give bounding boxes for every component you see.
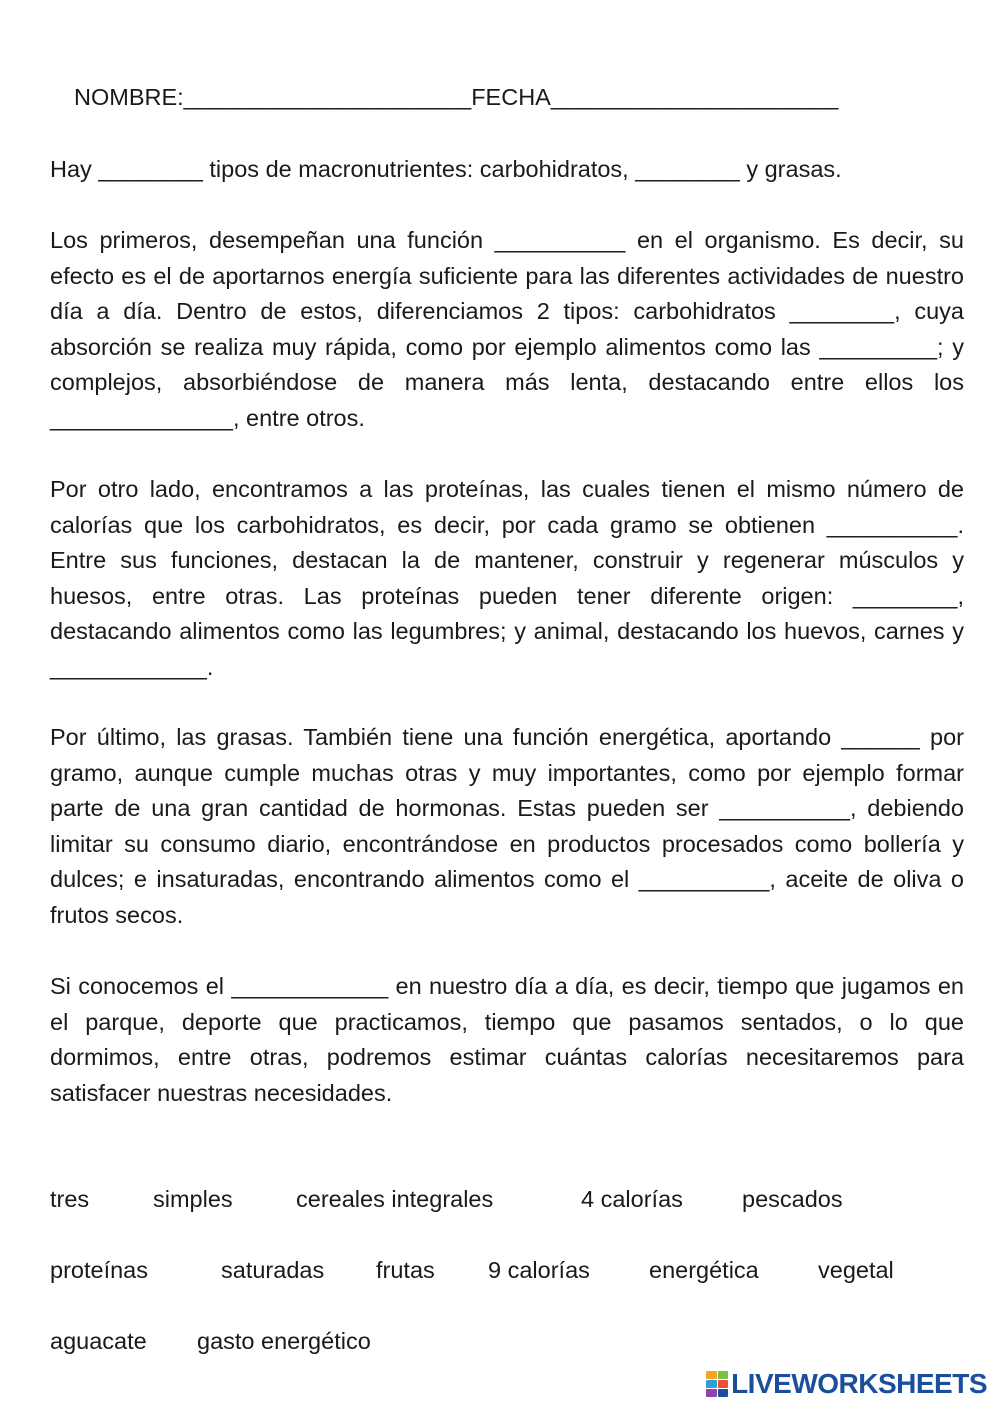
word-bank-item: saturadas	[221, 1257, 325, 1283]
paragraph-energy-expenditure: Si conocemos el ____________ en nuestro día a día, es decir, tiempo que jugamos en el parque, deporte que practicamos, tiempo que pasamos sentados, o lo que dormimos, entre otras, podremos estimar cuántas calorías necesitaremos para satisfacer nuestras necesidades.	[50, 973, 964, 1106]
word-bank-item: gasto energético	[197, 1328, 371, 1354]
word-bank-item: frutas	[376, 1257, 435, 1283]
paragraph-proteins: Por otro lado, encontramos a las proteínas, las cuales tienen el mismo número de calorías que los carbohidratos, es decir, por cada gramo se obtienen __________. Entre sus funciones, destacan la de mantener, construir y regenerar músculos y huesos, entre otras. Las proteínas pueden tener diferente origen: ________, destacando alimentos como las legumbres; y animal, destacando los huevos, carnes y ____________.	[50, 476, 964, 680]
word-bank-item: vegetal	[818, 1257, 894, 1283]
name-date-header: NOMBRE:______________________FECHA______________________	[74, 84, 839, 110]
word-bank-item: cereales integrales	[296, 1186, 494, 1212]
word-bank-item: 4 calorías	[581, 1186, 683, 1212]
liveworksheets-logo-icon	[706, 1371, 728, 1397]
liveworksheets-logo-text: LIVEWORKSHEETS	[731, 1368, 987, 1399]
word-bank-item: proteínas	[50, 1257, 148, 1283]
word-bank-item: 9 calorías	[488, 1257, 590, 1283]
word-bank-item: energética	[649, 1257, 759, 1283]
paragraph-fats: Por último, las grasas. También tiene una función energética, aportando ______ por gramo, aunque cumple muchas otras y muy importantes, como por ejemplo formar parte de una gran cantidad de hormonas. Estas pueden ser __________, debiendo limitar su consumo diario, encontrándose en productos procesados como bollería y dulces; e insaturadas, encontrando alimentos como el __________, aceite de oliva o frutos secos.	[50, 724, 964, 928]
word-bank-item: simples	[153, 1186, 233, 1212]
paragraph-carbohydrates: Los primeros, desempeñan una función __________ en el organismo. Es decir, su efecto es el de aportarnos energía suficiente para las diferentes actividades de nuestro día a día. Dentro de estos, diferenciamos 2 tipos: carbohidratos ________, cuya absorción se realiza muy rápida, como por ejemplo alimentos como las _________; y complejos, absorbiéndose de manera más lenta, destacando entre ellos los ______________, entre otros.	[50, 227, 964, 431]
paragraph-intro: Hay ________ tipos de macronutrientes: carbohidratos, ________ y grasas.	[50, 156, 842, 182]
word-bank-item: pescados	[742, 1186, 843, 1212]
word-bank-item: aguacate	[50, 1328, 147, 1354]
liveworksheets-logo[interactable]	[706, 1366, 987, 1402]
word-bank-item: tres	[50, 1186, 90, 1212]
